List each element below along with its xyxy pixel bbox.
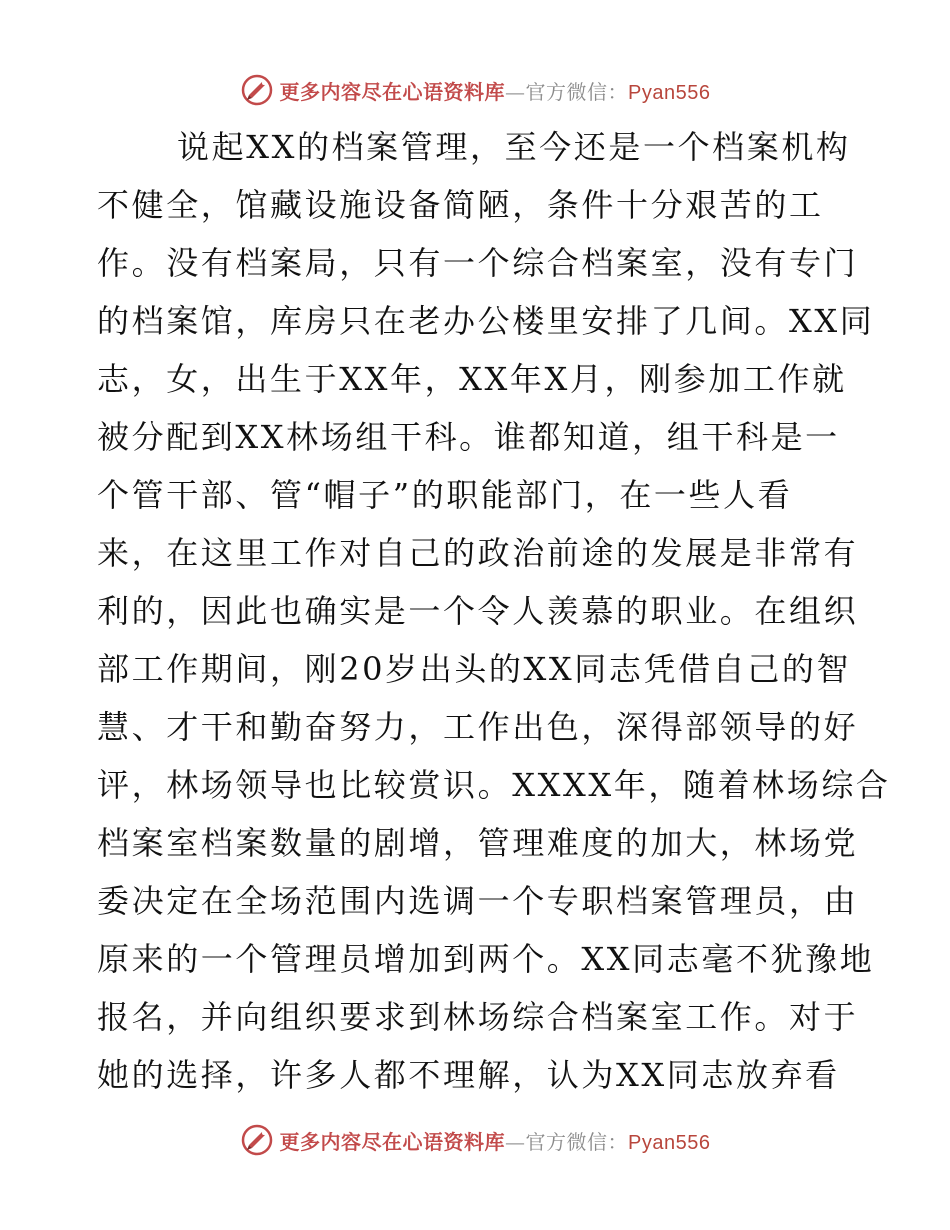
body-line-15: 原来的一个管理员增加到两个。XX同志毫不犹豫地 (97, 940, 875, 978)
heart-pen-logo-icon (240, 73, 274, 107)
body-line-13: 档案室档案数量的剧增，管理难度的加大，林场党 (97, 824, 859, 862)
header-wechat-label: 官方微信： (525, 79, 629, 104)
body-line-8: 来，在这里工作对自己的政治前途的发展是非常有 (97, 534, 859, 572)
header-site-name: 更多内容尽在心语资料库 (279, 79, 506, 104)
footer-site-name: 更多内容尽在心语资料库 (279, 1129, 506, 1154)
body-line-6: 被分配到XX林场组干科。谁都知道，组干科是一 (97, 418, 840, 456)
header-dash: — (505, 79, 526, 104)
body-line-12: 评，林场领导也比较赏识。XXXX年，随着林场综合 (97, 766, 891, 804)
body-line-17: 她的选择，许多人都不理解，认为XX同志放弃看 (97, 1056, 840, 1094)
header-watermark-text (280, 76, 711, 105)
heart-pen-logo-icon (240, 1123, 274, 1157)
body-line-2: 不健全，馆藏设施设备简陋，条件十分艰苦的工 (97, 186, 824, 224)
body-line-5: 志，女，出生于XX年，XX年X月，刚参加工作就 (97, 360, 847, 398)
body-line-1: 说起XX的档案管理，至今还是一个档案机构 (177, 128, 851, 166)
body-line-16: 报名，并向组织要求到林场综合档案室工作。对于 (97, 998, 859, 1036)
body-line-4: 的档案馆，库房只在老办公楼里安排了几间。XX同 (97, 302, 875, 340)
footer-dash: — (505, 1129, 526, 1154)
body-line-10: 部工作期间，刚20岁出头的XX同志凭借自己的智 (97, 650, 852, 688)
body-line-7: 个管干部、管“帽子”的职能部门，在一些人看 (97, 476, 793, 514)
footer-wechat-id: Pyan556 (628, 1131, 711, 1154)
document-body (97, 118, 891, 1104)
body-line-9: 利的，因此也确实是一个令人羡慕的职业。在组织 (97, 592, 859, 630)
footer-watermark (0, 1120, 950, 1160)
header-watermark (0, 70, 950, 110)
footer-watermark-text (280, 1126, 711, 1155)
body-line-11: 慧、才干和勤奋努力，工作出色，深得部领导的好 (97, 708, 859, 746)
body-line-14: 委决定在全场范围内选调一个专职档案管理员，由 (97, 882, 859, 920)
footer-wechat-label: 官方微信： (525, 1129, 629, 1154)
body-line-3: 作。没有档案局，只有一个综合档案室，没有专门 (97, 244, 859, 282)
header-wechat-id: Pyan556 (628, 81, 711, 104)
